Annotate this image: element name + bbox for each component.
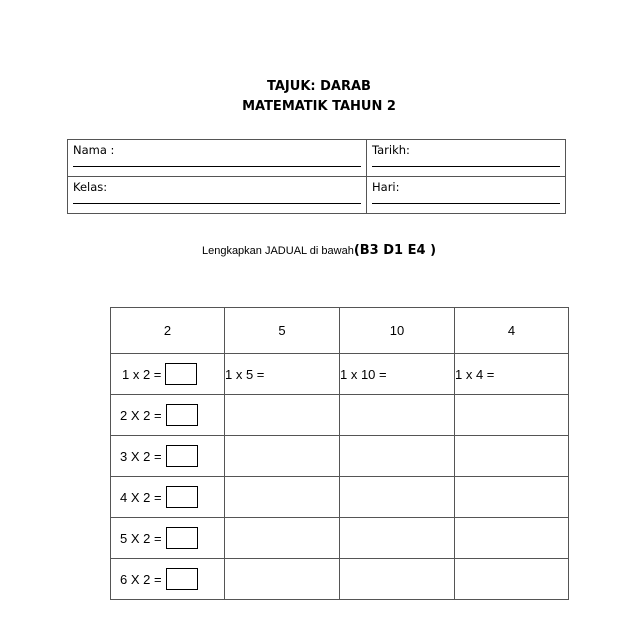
kelas-blank-line [73, 201, 361, 204]
hari-blank-line [372, 201, 560, 204]
hari-label: Hari: [372, 180, 400, 194]
table-row [111, 559, 569, 600]
empty-cell[interactable] [225, 477, 340, 518]
empty-cell[interactable] [340, 395, 455, 436]
multiplication-table [110, 307, 569, 600]
empty-cell[interactable] [225, 395, 340, 436]
header-cell: 10 [340, 308, 455, 354]
empty-cell[interactable] [455, 518, 569, 559]
equation[interactable]: 1 x 10 = [340, 354, 455, 395]
kelas-label: Kelas: [73, 180, 108, 194]
table-row [111, 477, 569, 518]
kelas-cell[interactable] [68, 177, 367, 214]
header-cell: 5 [225, 308, 340, 354]
tarikh-label: Tarikh: [372, 143, 410, 157]
equation: 4 X 2 = [120, 489, 162, 505]
hari-cell[interactable] [367, 177, 566, 214]
answer-box[interactable] [165, 363, 197, 385]
answer-box[interactable] [166, 486, 198, 508]
student-info-table [67, 139, 566, 214]
instruction-text: Lengkapkan JADUAL di bawah [201, 245, 354, 257]
nama-cell[interactable] [68, 140, 367, 177]
table-row [111, 436, 569, 477]
nama-blank-line [73, 164, 361, 167]
equation: 5 X 2 = [120, 530, 162, 546]
table-row [111, 354, 569, 395]
empty-cell[interactable] [340, 477, 455, 518]
equation[interactable]: 1 x 4 = [455, 354, 569, 395]
empty-cell[interactable] [340, 518, 455, 559]
equation: 2 X 2 = [120, 407, 162, 423]
empty-cell[interactable] [455, 436, 569, 477]
answer-box[interactable] [166, 404, 198, 426]
worksheet-title: TAJUK: DARAB [267, 79, 371, 94]
instruction-code: (B3 D1 E4 ) [353, 243, 437, 258]
answer-box[interactable] [166, 445, 198, 467]
header-cell: 2 [111, 308, 225, 354]
header-row [111, 308, 569, 354]
table-row [111, 518, 569, 559]
answer-box[interactable] [166, 527, 198, 549]
tarikh-blank-line [372, 164, 560, 167]
empty-cell[interactable] [455, 395, 569, 436]
worksheet-subtitle: MATEMATIK TAHUN 2 [242, 99, 396, 114]
empty-cell[interactable] [225, 436, 340, 477]
empty-cell[interactable] [455, 477, 569, 518]
equation: 1 x 2 = [122, 366, 162, 382]
table-row [111, 395, 569, 436]
instruction [0, 243, 638, 258]
nama-label: Nama : [73, 143, 115, 157]
equation: 3 X 2 = [120, 448, 162, 464]
empty-cell[interactable] [225, 518, 340, 559]
empty-cell[interactable] [340, 436, 455, 477]
header-cell: 4 [455, 308, 569, 354]
empty-cell[interactable] [340, 559, 455, 600]
tarikh-cell[interactable] [367, 140, 566, 177]
equation: 6 X 2 = [120, 571, 162, 587]
empty-cell[interactable] [455, 559, 569, 600]
equation[interactable]: 1 x 5 = [225, 354, 340, 395]
empty-cell[interactable] [225, 559, 340, 600]
answer-box[interactable] [166, 568, 198, 590]
